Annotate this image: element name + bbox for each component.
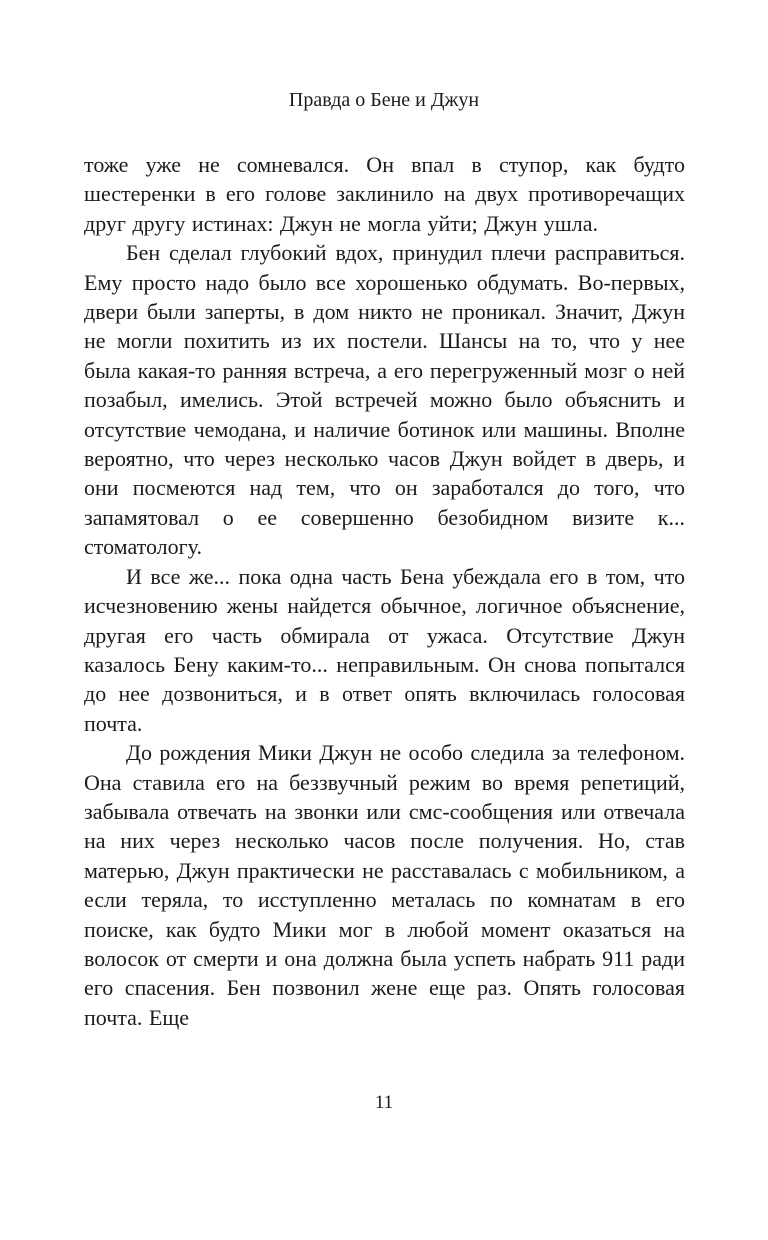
paragraph: И все же... пока одна часть Бена убеждала его в том, что исчезновению жены найдется обычное, логичное объяснение, другая его часть обмирала от ужаса. Отсутствие Джун казалось Бену каким-то... неправильным. Он снова попытался до нее дозвониться, и в ответ опять включилась голосовая почта. — [84, 563, 685, 736]
paragraph: Бен сделал глубокий вдох, принудил плечи расправиться. Ему просто надо было все хорошенько обдумать. Во-первых, двери были заперты, в дом никто не проникал. Значит, Джун не могли похитить из их постели. Шансы на то, что у нее была какая-то ранняя встреча, а его перегруженный мозг о ней позабыл, имелись. Этой встречей можно было объяснить и отсутствие чемодана, и наличие ботинок или машины. Вполне вероятно, что через несколько часов Джун войдет в дверь, и они посмеются над тем, что он заработался до того, что запамятовал о ее совершенно безобидном визите к... стоматологу. — [84, 240, 685, 560]
paragraph: До рождения Мики Джун не особо следила за телефоном. Она ставила его на беззвучный режим во время репетиций, забывала отвечать на звонки или смс-сообщения или отвечала на них через несколько часов после получения. Но, став матерью, Джун практически не расставалась с мобильником, а если теряла, то исступленно металась по комнатам в его поиске, как будто Мики мог в любой момент оказаться на волосок от смерти и она должна была успеть набрать 911 ради его спасения. Бен позвонил жене еще раз. Опять голосовая почта. Еще — [84, 740, 685, 1030]
running-title: Правда о Бене и Джун — [288, 89, 480, 111]
text-block — [84, 150, 685, 1032]
paragraph: тоже уже не сомневался. Он впал в ступор, как будто шестеренки в его голове заклинило на двух противоречащих друг другу истинах: Джун не могла уйти; Джун ушла. — [84, 152, 685, 236]
page-number: 11 — [374, 1092, 394, 1113]
